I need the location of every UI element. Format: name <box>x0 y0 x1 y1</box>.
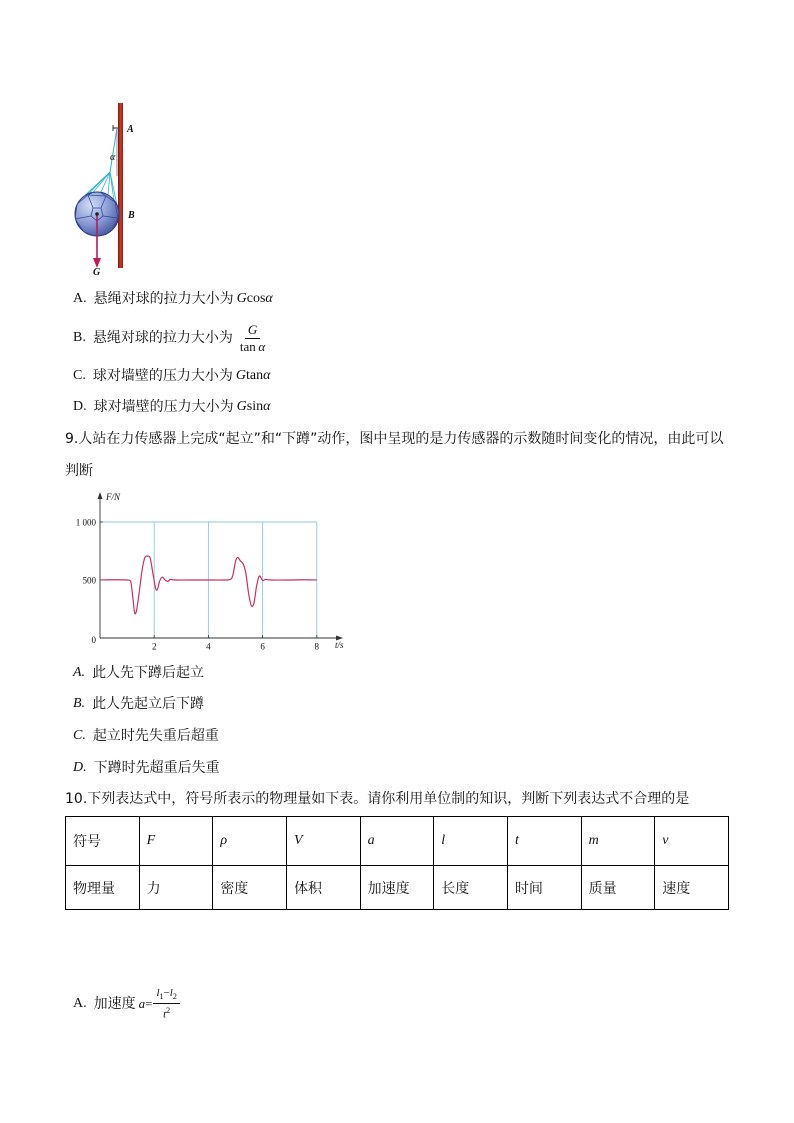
formula-eq: = <box>145 996 153 1011</box>
den-sup: 2 <box>166 1005 171 1015</box>
fraction-den-fn: tan <box>239 338 256 354</box>
ball-wall-figure <box>66 98 150 280</box>
num-l2: l <box>169 986 173 999</box>
formula-sym: α <box>263 368 271 383</box>
option-label: A. <box>73 665 86 680</box>
label-alpha: α <box>110 152 116 163</box>
table-cell: 符号 <box>66 817 140 866</box>
formula-var: G <box>236 291 247 306</box>
x-tick-label: 2 <box>151 641 157 652</box>
q9-option-a <box>73 664 204 682</box>
q8-option-d <box>73 398 270 416</box>
table-cell: 质量 <box>581 866 655 910</box>
option-label: D. <box>73 399 87 414</box>
table-cell: 力 <box>139 866 213 910</box>
label-a: A <box>127 124 134 135</box>
table-row-symbols <box>66 817 729 866</box>
formula-var: G <box>235 368 246 383</box>
table-cell: l <box>434 817 508 866</box>
q9-option-d <box>73 759 220 777</box>
option-text: 球对墙壁的压力大小为 <box>93 399 234 415</box>
ball-center <box>95 212 99 216</box>
formula-var: G <box>236 399 247 414</box>
num-l1: l <box>156 986 160 999</box>
option-formula <box>236 367 271 385</box>
option-text: 起立时先失重后超重 <box>92 728 219 744</box>
option-label: C. <box>73 728 86 743</box>
y-axis-arrow <box>98 492 103 499</box>
y-tick-label: 500 <box>82 575 96 586</box>
den-t: t <box>163 1008 167 1021</box>
table-cell: 时间 <box>507 866 581 910</box>
label-b: B <box>128 210 135 221</box>
option-text: 悬绳对球的拉力大小为 <box>92 330 233 346</box>
num-minus: − <box>163 986 170 999</box>
option-formula <box>237 398 271 416</box>
q8-option-b <box>73 320 268 356</box>
x-tick-label: 6 <box>260 641 265 652</box>
formula-fn: sin <box>246 399 264 414</box>
y-tick-label: 1 000 <box>75 517 96 528</box>
y-tick-label: 0 <box>91 635 96 645</box>
option-formula-lhs <box>139 995 153 1013</box>
num-s1: 1 <box>159 991 164 1001</box>
option-text: 悬绳对球的拉力大小为 <box>93 291 234 307</box>
table-cell: F <box>139 817 213 866</box>
q9-stem-line1: 9.人站在力传感器上完成“起立”和“下蹲”动作，图中呈现的是力传感器的示数随时间变化的情况，由此可以 <box>65 431 724 447</box>
option-label: B. <box>73 696 86 711</box>
option-text: 下蹲时先超重后失重 <box>93 760 220 776</box>
table-cell: v <box>655 817 729 866</box>
table-cell: ρ <box>213 817 287 866</box>
symbol-table <box>65 816 729 910</box>
fraction-numerator: G <box>247 321 258 337</box>
option-formula <box>237 290 273 308</box>
q9-option-c <box>73 727 219 745</box>
num-s2: 2 <box>172 991 177 1001</box>
table-cell: V <box>286 817 360 866</box>
formula-var: a <box>138 996 146 1011</box>
table-cell: a <box>360 817 434 866</box>
option-fraction <box>237 322 268 355</box>
q8-option-c <box>73 367 270 385</box>
chart-ticks <box>76 518 320 652</box>
option-text: 加速度 <box>93 996 136 1012</box>
option-label: D. <box>73 760 87 775</box>
y-axis-label: F/N <box>106 492 121 502</box>
option-label: A. <box>73 996 87 1011</box>
q9-stem-line2: 判断 <box>65 463 93 479</box>
table-cell: 速度 <box>655 866 729 910</box>
rope <box>110 128 117 172</box>
q10-option-a <box>73 986 180 1021</box>
formula-sym: α <box>263 399 271 414</box>
option-text: 此人先下蹲后起立 <box>92 665 205 681</box>
q9-option-b <box>73 695 204 713</box>
formula-fn: tan <box>245 368 264 383</box>
formula-sym: α <box>265 291 273 306</box>
table-cell: 密度 <box>213 866 287 910</box>
option-label: A. <box>73 291 87 306</box>
label-g: G <box>93 267 101 278</box>
formula-fn: cos <box>246 291 266 306</box>
option-text: 此人先起立后下蹲 <box>92 696 205 712</box>
table-cell: 长度 <box>434 866 508 910</box>
option-fraction <box>153 987 179 1022</box>
fraction-den-sym: α <box>258 338 266 354</box>
table-cell: m <box>581 817 655 866</box>
option-text: 球对墙壁的压力大小为 <box>92 368 233 384</box>
table-cell: 加速度 <box>360 866 434 910</box>
wall <box>118 103 123 268</box>
option-label: B. <box>73 330 86 345</box>
q8-option-a <box>73 290 273 308</box>
table-cell: 体积 <box>286 866 360 910</box>
q10-stem: 10.下列表达式中，符号所表示的物理量如下表。请你利用单位制的知识，判断下列表达式不合理的是 <box>65 791 690 807</box>
table-cell: t <box>507 817 581 866</box>
x-axis-label: t/s <box>335 640 344 650</box>
table-cell: 物理量 <box>66 866 140 910</box>
force-time-chart <box>60 488 360 660</box>
option-label: C. <box>73 368 86 383</box>
x-tick-label: 8 <box>314 641 320 652</box>
table-row-quantities <box>66 866 729 910</box>
x-tick-label: 4 <box>206 641 211 652</box>
